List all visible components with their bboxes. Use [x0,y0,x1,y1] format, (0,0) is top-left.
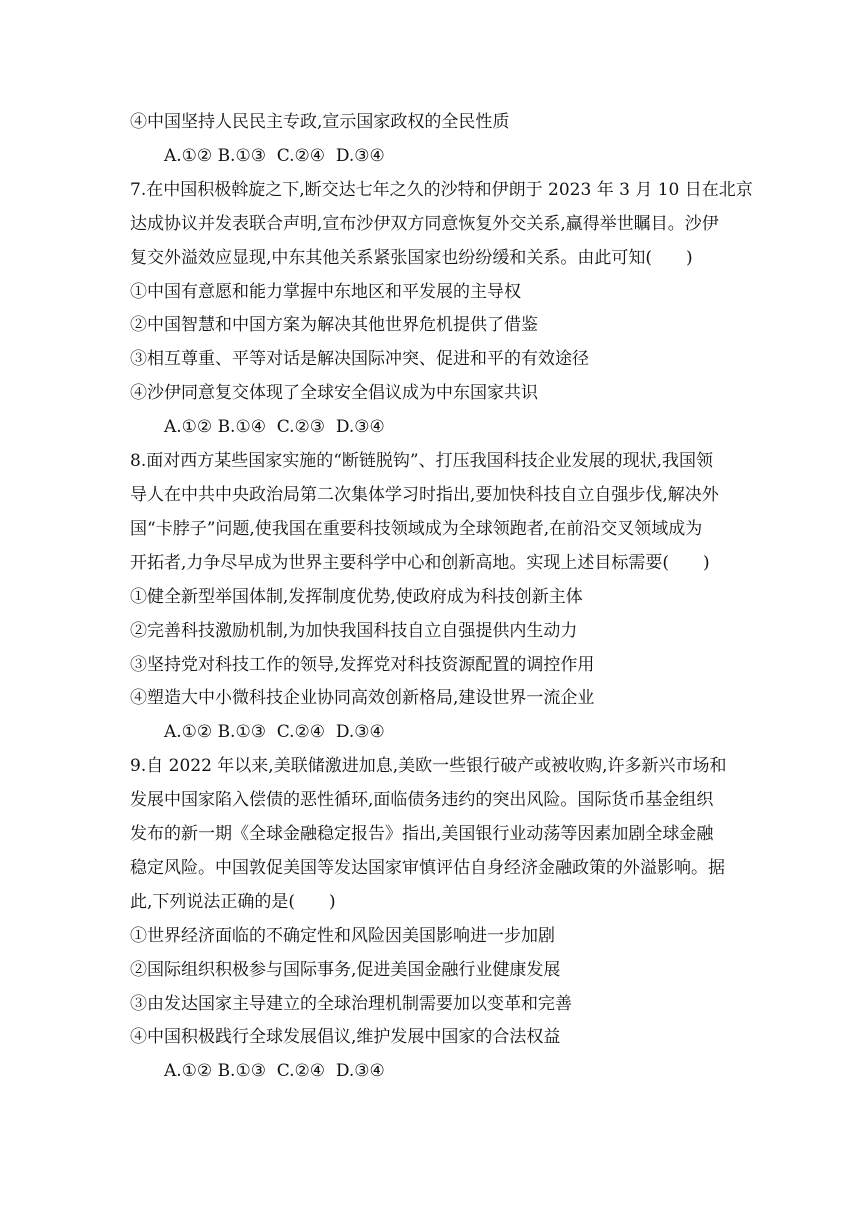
q8-option-4: ④塑造大中小微科技企业协同高效创新格局,建设世界一流企业 [130,688,595,709]
q9-option-1: ①世界经济面临的不确定性和风险因美国影响进一步加剧 [130,925,555,946]
q6-answer-choices: A.①② B.①③ C.②④ D.③④ [164,145,385,166]
q9-stem-line: 发展中国家陷入偿债的恶性循环,面临债务违约的突出风险。国际货币基金组织 [130,790,714,811]
q7-stem-line: 达成协议并发表联合声明,宣布沙伊双方同意恢复外交关系,赢得举世瞩目。沙伊 [130,213,719,234]
q6-option-4: ④中国坚持人民民主专政,宣示国家政权的全民性质 [130,112,510,132]
q8-answer-choices: A.①② B.①③ C.②④ D.③④ [164,722,385,743]
q8-stem-line: 开拓者,力争尽早成为世界主要科学中心和创新高地。实现上述目标需要( ) [130,552,710,573]
q9-stem-line: 此,下列说法正确的是( ) [130,891,336,912]
page-content [130,106,753,1089]
q8-stem-line: 国“卡脖子”问题,使我国在重要科技领域成为全球领跑者,在前沿交叉领域成为 [130,518,703,539]
q9-stem-line: 9.自 2022 年以来,美联储激进加息,美欧一些银行破产或被收购,许多新兴市场和 [130,756,727,777]
q8-stem-line: 8.面对西方某些国家实施的“断链脱钩”、打压我国科技企业发展的现状,我国领 [130,451,714,472]
q8-option-2: ②完善科技激励机制,为加快我国科技自立自强提供内生动力 [130,620,578,641]
q9-option-3: ③由发达国家主导建立的全球治理机制需要加以变革和完善 [130,993,572,1014]
q8-stem-line: 导人在中共中央政治局第二次集体学习时指出,要加快科技自立自强步伐,解决外 [130,484,719,505]
q8-option-3: ③坚持党对科技工作的领导,发挥党对科技资源配置的调控作用 [130,654,595,675]
q7-option-4: ④沙伊同意复交体现了全球安全倡议成为中东国家共识 [130,383,538,404]
q7-option-2: ②中国智慧和中国方案为解决其他世界危机提供了借鉴 [130,315,538,336]
q9-option-4: ④中国积极践行全球发展倡议,维护发展中国家的合法权益 [130,1027,561,1048]
q9-answer-choices: A.①② B.①③ C.②④ D.③④ [164,1061,385,1082]
q7-option-1: ①中国有意愿和能力掌握中东地区和平发展的主导权 [130,281,521,302]
q7-option-3: ③相互尊重、平等对话是解决国际冲突、促进和平的有效途径 [130,349,589,370]
q7-stem-line: 7.在中国积极斡旋之下,断交达七年之久的沙特和伊朗于 2023 年 3 月 10 日在北京 [130,179,753,200]
q7-stem-line: 复交外溢效应显现,中东其他关系紧张国家也纷纷缓和关系。由此可知( ) [130,247,693,268]
q8-option-1: ①健全新型举国体制,发挥制度优势,使政府成为科技创新主体 [130,586,583,607]
q9-stem-line: 发布的新一期《全球金融稳定报告》指出,美国银行业动荡等因素加剧全球金融 [130,824,714,845]
q9-stem-line: 稳定风险。中国敦促美国等发达国家审慎评估自身经济金融政策的外溢影响。据 [130,857,725,878]
q9-option-2: ②国际组织积极参与国际事务,促进美国金融行业健康发展 [130,959,561,980]
q7-answer-choices: A.①② B.①④ C.②③ D.③④ [164,417,385,438]
